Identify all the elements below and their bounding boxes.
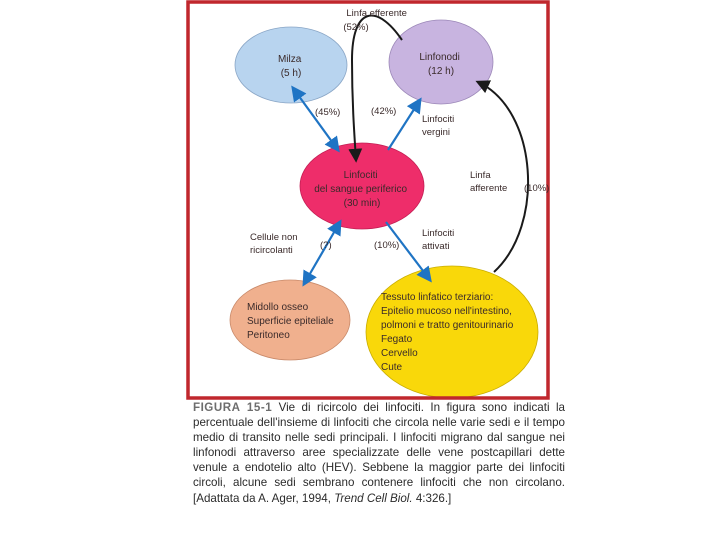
pct-42-label: (42%) [371, 106, 397, 117]
tessuto-node [366, 266, 538, 398]
pct-unknown-label: (?) [320, 240, 332, 251]
midollo-label: Midollo osseo Superficie epiteliale Peritoneo [247, 302, 334, 341]
caption-ref-journal: Trend Cell Biol. [334, 491, 413, 505]
pct-10-mid-label: (10%) [374, 240, 400, 251]
sangue-label: Linfociti del sangue periferico (30 min) [314, 170, 408, 209]
linfa-efferente-label: Linfa efferente (52%) [343, 8, 407, 33]
arrow-sangue-midollo [304, 222, 340, 284]
tessuto-label: Tessuto linfatico terziario: Epitelio mucoso nell'intestino, polmoni e tratto genitourinario Fegato Cervello Cute [381, 292, 514, 373]
caption-ref-pre: [Adattata da A. Ager, 1994, [193, 491, 331, 505]
linfociti-attivati-label: Linfociti attivati [422, 228, 455, 252]
linfociti-vergini-label: Linfociti vergini [422, 114, 455, 138]
caption-body: Vie di ricircolo dei linfociti. In figura sono indicati la percentuale dell'insieme di linfociti che circola nelle varie sedi e il tempo medio di transito nelle sedi principali. I linfociti migrano dal sangue nei linfonodi attraverso aree specializzate delle vene postcapillari dette venule a endotelio alto (HEV). Sebbene la maggior parte dei linfociti circoli, alcune sedi sembrano contenere linfociti che non circolano. [193, 401, 565, 490]
linfonodi-label: Linfonodi (12 h) [419, 52, 460, 77]
linfa-afferente-label: Linfa afferente [470, 170, 508, 194]
cellule-non-ricircolanti-label: Cellule non ricircolanti [250, 232, 298, 256]
milza-label: Milza (5 h) [277, 54, 302, 79]
milza-node [235, 27, 347, 103]
pct-45-label: (45%) [315, 107, 341, 118]
pct-10-right-label: (10%) [524, 183, 550, 194]
figure-number: FIGURA 15-1 [193, 401, 273, 414]
figure-caption [193, 400, 565, 506]
caption-ref-post: 4:326.] [415, 491, 452, 505]
